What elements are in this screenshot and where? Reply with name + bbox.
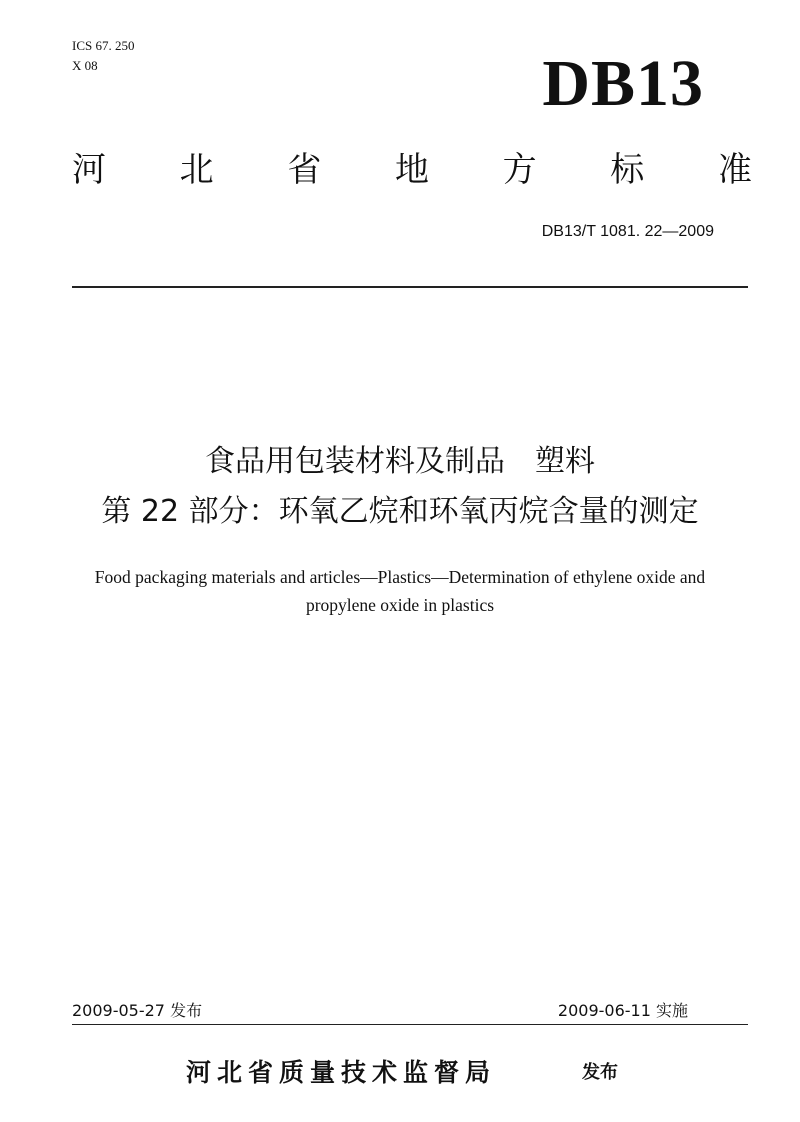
ics-code: ICS 67. 250	[72, 38, 135, 53]
issue-date: 2009-05-27 发布	[72, 1001, 203, 1020]
title-english-line-2: propylene oxide in plastics	[305, 595, 495, 615]
bottom-divider	[72, 1024, 748, 1025]
standard-type-char: 标	[610, 150, 645, 190]
standard-number: DB13/T 1081. 22—2009	[541, 223, 714, 240]
classification-code: X 08	[72, 58, 98, 73]
standard-type-char: 河	[72, 150, 106, 190]
title-chinese-line-2: 第 22 部分：环氧乙烷和环氧丙烷含量的测定	[101, 494, 699, 529]
top-divider	[72, 286, 748, 288]
standard-type-char: 北	[179, 150, 214, 190]
title-english-line-1: Food packaging materials and articles—Plastics—Determination of ethylene oxide and	[94, 567, 706, 587]
standard-type-heading	[72, 148, 752, 192]
publish-label: 发布	[582, 1062, 618, 1083]
standard-type-char: 省	[287, 150, 322, 190]
db-standard-mark: DB13	[542, 47, 704, 120]
standard-type-char: 地	[394, 150, 429, 190]
issuing-authority: 河北省质量技术监督局	[186, 1058, 497, 1087]
standard-type-char: 准	[717, 150, 752, 190]
standard-type-char: 方	[502, 150, 537, 190]
implementation-date: 2009-06-11 实施	[557, 1001, 688, 1020]
title-chinese-line-1: 食品用包装材料及制品 塑料	[205, 444, 595, 479]
title-english	[40, 563, 760, 619]
